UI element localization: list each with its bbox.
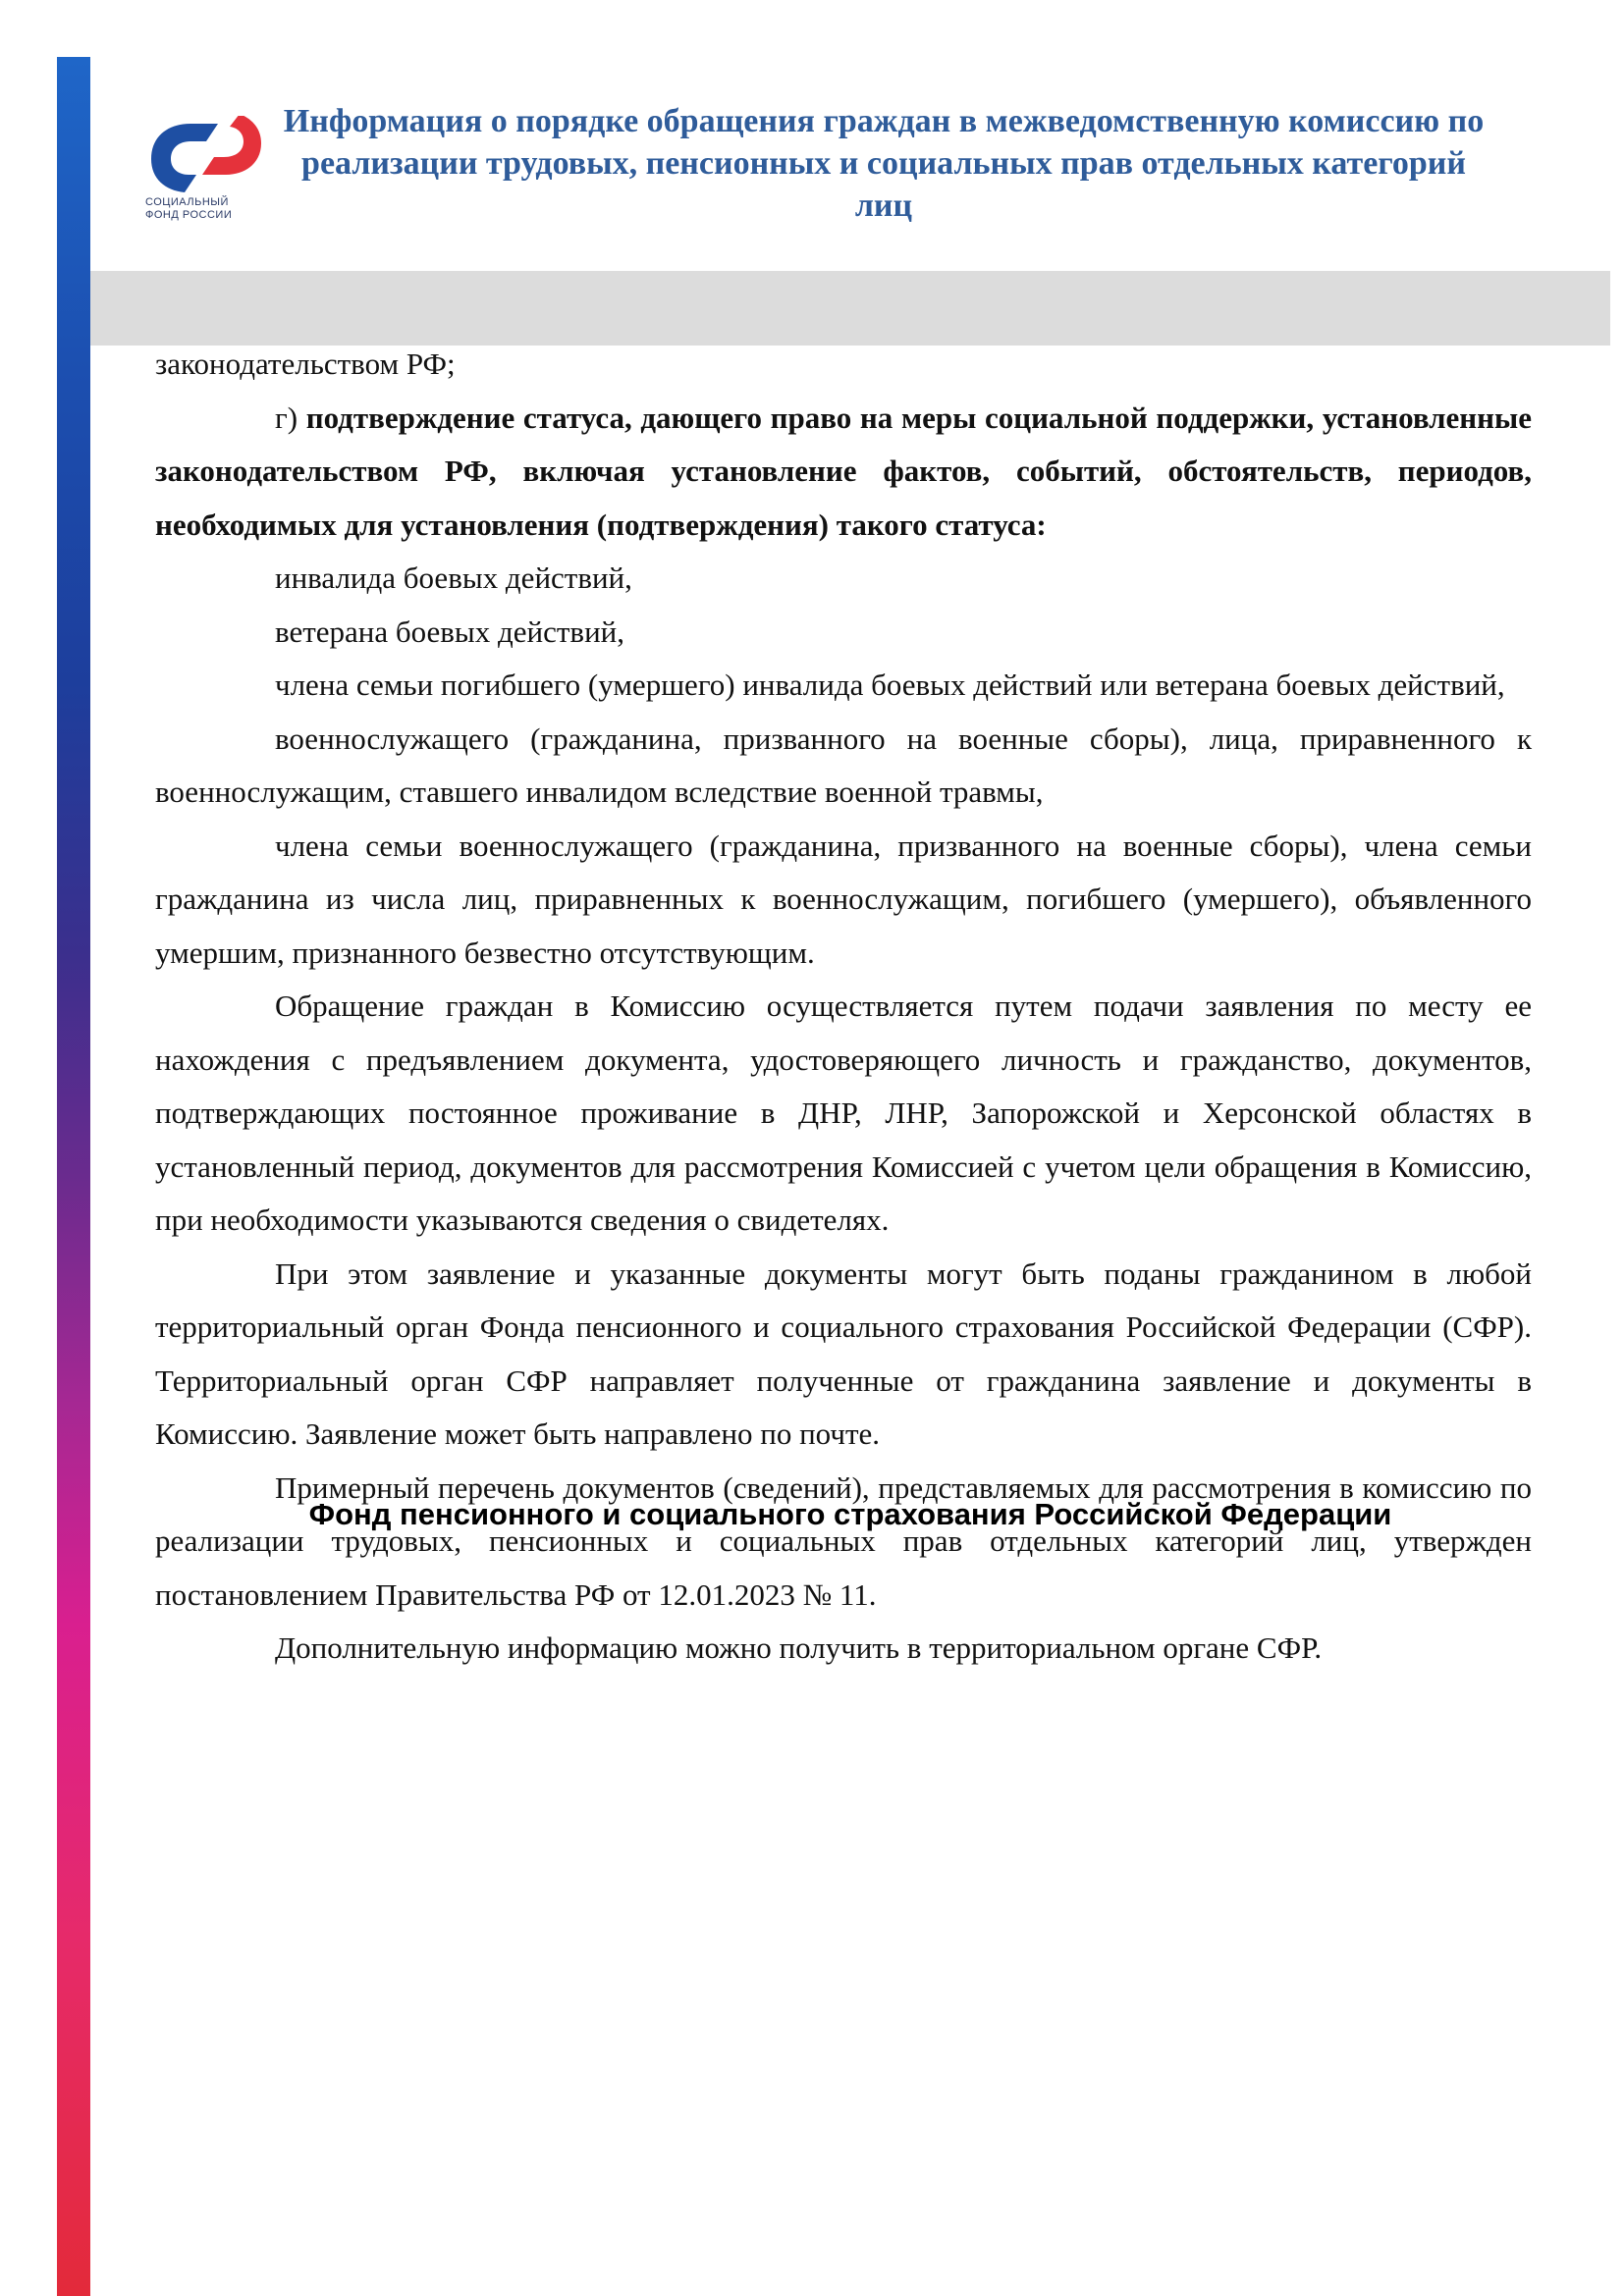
logo-caption-line2: ФОНД РОССИИ [145,209,233,221]
list-marker: г) [275,400,306,435]
footer-organization: Фонд пенсионного и социального страхования Российской Федерации [308,1497,1392,1531]
list-item-combat-veteran: ветерана боевых действий, [275,614,625,649]
header-divider-band [90,271,1610,346]
paragraph-application-procedure: Обращение граждан в Комиссию осуществляется путем подачи заявления по месту ее нахождения с предъявлением документа, удостоверяющего личность и гражданство, документов, подтверждающих постоянное проживание в ДНР, ЛНР, Запорожской и Херсонской областях в установленный период, документов для рассмотрения Комиссией с учетом цели обращения в Комиссию, при необходимости указываются сведения о свидетелях. [155,988,1532,1237]
logo-caption-line1: СОЦИАЛЬНЫЙ [145,196,229,208]
page-title: Информация о порядке обращения граждан в межведомственную комиссию по реализации трудовых, пенсионных и социальных прав отдельных категорий лиц [283,103,1485,224]
list-item-family-member: члена семьи погибшего (умершего) инвалида боевых действий или ветерана боевых действий, [275,667,1505,702]
side-gradient-stripe [57,57,90,2296]
status-confirmation-text: подтверждение статуса, дающего право на меры социальной поддержки, установленные законодательством РФ, включая установление фактов, событий, обстоятельств, периодов, необходимых для установления (подтверждения) такого статуса: [155,400,1532,542]
paragraph-territorial-office: При этом заявление и указанные документы могут быть поданы гражданином в любой территориальный орган Фонда пенсионного и социального страхования Российской Федерации (СФР). Территориальный орган СФР направляет полученные от гражданина заявление и документы в Комиссию. Заявление может быть направлено по почте. [155,1255,1532,1451]
paragraph-additional-info: Дополнительную информацию можно получить в территориальном органе СФР. [275,1630,1323,1665]
paragraph-document-list: Примерный перечень документов (сведений), представляемых для рассмотрения в комиссию по реализации трудовых, пенсионных и социальных прав отдельных категорий лиц, утвержден постановлением Правительства РФ от 12.01.2023 № 11. [155,1469,1532,1612]
paragraph-status-confirmation [155,392,1532,553]
paragraph-legislation-tail: законодательством РФ; [155,347,456,381]
list-item-serviceman: военнослужащего (гражданина, призванного на военные сборы), лица, приравненного к военнослужащим, ставшего инвалидом вследствие военной травмы, [155,721,1532,809]
document-body [155,338,1532,1676]
logo-caption [145,196,263,222]
list-item-serviceman-family: члена семьи военнослужащего (гражданина, призванного на военные сборы), члена семьи гражданина из числа лиц, приравненных к военнослужащим, погибшего (умершего), объявленного умершим, признанного безвестно отсутствующим. [155,828,1532,970]
list-item-combat-invalid: инвалида боевых действий, [275,561,632,595]
